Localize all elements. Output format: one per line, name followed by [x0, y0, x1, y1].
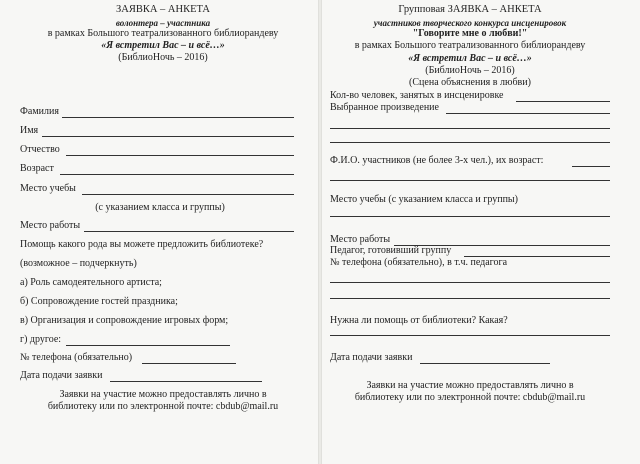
work-chosen-line-2[interactable]	[330, 128, 610, 129]
age-label: Возраст	[20, 163, 54, 174]
option-b[interactable]: б) Сопровождение гостей праздника;	[20, 296, 178, 307]
patronymic-line[interactable]	[66, 155, 294, 156]
option-c[interactable]: в) Организация и сопровождение игровых форм;	[20, 315, 229, 326]
right-phone-line-2[interactable]	[330, 298, 610, 299]
right-footer-line2: библиотеку или по электронной почте: cbdub@mail.ru	[354, 392, 586, 403]
surname-label: Фамилия	[20, 106, 59, 117]
right-title: Групповая ЗАЯВКА – АНКЕТА	[398, 4, 542, 15]
page-fold	[318, 0, 322, 464]
right-date-line[interactable]	[420, 363, 550, 364]
surname-line[interactable]	[62, 117, 294, 118]
scene-note: (Сцена объяснения в любви)	[409, 77, 531, 88]
patronymic-label: Отчество	[20, 144, 60, 155]
left-title: ЗАЯВКА – АНКЕТА	[116, 4, 210, 15]
work-chosen-line-3[interactable]	[330, 142, 610, 143]
left-context: в рамках Большого театрализованного библиорандеву	[47, 28, 279, 39]
right-work-label: Место работы	[330, 234, 391, 245]
left-date-line[interactable]	[110, 381, 262, 382]
work-label: Место работы	[20, 220, 81, 231]
option-d[interactable]: г) другое:	[20, 334, 62, 345]
right-date-label: Дата подачи заявки	[330, 352, 413, 363]
name-label: Имя	[20, 125, 39, 136]
right-event-name: «Я встретил Вас – и всё…»	[408, 53, 532, 64]
other-line[interactable]	[66, 345, 230, 346]
left-event-year: (БиблиоНочь – 2016)	[118, 52, 208, 63]
participants-line-2[interactable]	[330, 180, 610, 181]
right-study-line[interactable]	[330, 216, 610, 217]
left-event-name: «Я встретил Вас – и всё…»	[101, 40, 225, 51]
right-phone-label: № телефона (обязательно), в т.ч. педагога	[330, 257, 508, 268]
teacher-label: Педагог, готовивший группу	[330, 245, 452, 256]
left-footer-line1: Заявки на участие можно предоставлять лично в	[59, 389, 267, 400]
right-event-year: (БиблиоНочь – 2016)	[425, 65, 515, 76]
right-context: в рамках Большого театрализованного библиорандеву	[354, 40, 586, 51]
count-line[interactable]	[516, 101, 610, 102]
help-needed-line[interactable]	[330, 335, 610, 336]
right-subtitle: участников творческого конкурса инсценировок	[373, 18, 567, 28]
name-line[interactable]	[42, 136, 294, 137]
left-footer-line2: библиотеку или по электронной почте: cbdub@mail.ru	[47, 401, 279, 412]
left-phone-line[interactable]	[142, 363, 236, 364]
participants-label: Ф.И.О. участников (не более 3-х чел.), их возраст:	[330, 155, 544, 166]
left-phone-label: № телефона (обязательно)	[20, 352, 133, 363]
study-label: Место учебы	[20, 183, 76, 194]
right-phone-line[interactable]	[330, 282, 610, 283]
help-needed-label: Нужна ли помощь от библиотеки? Какая?	[330, 315, 508, 326]
participants-line[interactable]	[572, 166, 610, 167]
study-hint: (с указанием класса и группы)	[95, 202, 225, 213]
help-question: Помощь какого рода вы можете предложить библиотеке?	[20, 239, 264, 250]
contest-name: "Говорите мне о любви!"	[412, 28, 528, 39]
work-chosen-line[interactable]	[446, 113, 610, 114]
study-line[interactable]	[82, 194, 294, 195]
work-line[interactable]	[84, 231, 294, 232]
right-footer-line1: Заявки на участие можно предоставлять лично в	[366, 380, 574, 391]
right-study-label: Место учебы (с указанием класса и группы)	[330, 194, 518, 205]
count-label: Кол-во человек, занятых в инсценировке	[330, 90, 504, 101]
option-a[interactable]: а) Роль самодеятельного артиста;	[20, 277, 162, 288]
left-subtitle: волонтера – участника	[115, 18, 211, 28]
age-line[interactable]	[60, 174, 294, 175]
work-chosen-label: Выбранное произведение	[330, 102, 439, 113]
help-hint: (возможное – подчеркнуть)	[20, 258, 137, 269]
left-date-label: Дата подачи заявки	[20, 370, 103, 381]
